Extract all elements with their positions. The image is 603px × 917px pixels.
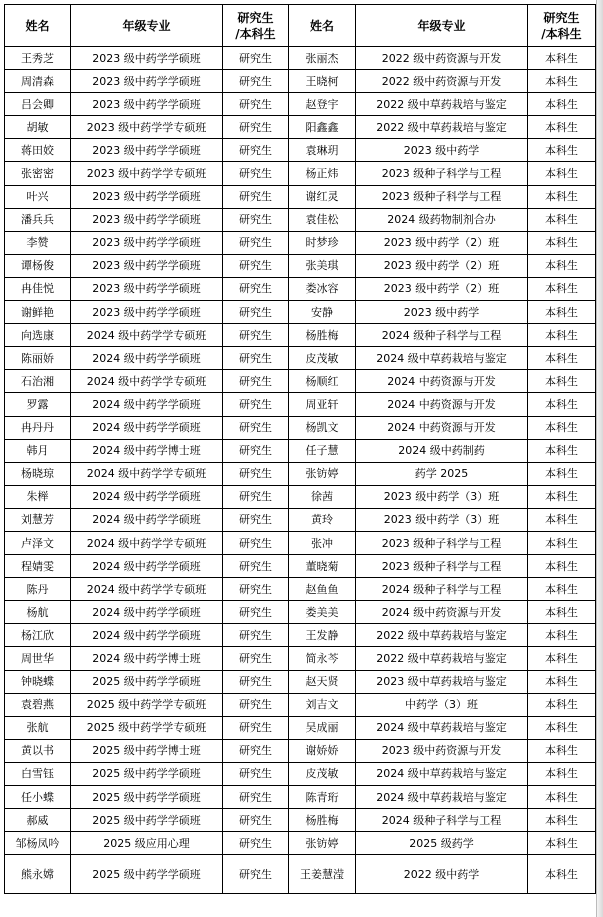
cell-major-2: 中药学（3）班: [356, 693, 528, 716]
cell-name: 卢泽文: [5, 531, 71, 554]
cell-major: 2024 级中药学学专硕班: [71, 370, 223, 393]
table-row: [5, 370, 596, 393]
cell-level-2: 本科生: [528, 301, 596, 324]
cell-level-2: 本科生: [528, 578, 596, 601]
cell-name-2: 安静: [289, 301, 356, 324]
cell-major-2: 2025 级药学: [356, 832, 528, 855]
cell-name-2: 赵天贤: [289, 670, 356, 693]
cell-name: 袁碧燕: [5, 693, 71, 716]
cell-name: 程婧雯: [5, 555, 71, 578]
cell-major-2: 2024 中药资源与开发: [356, 370, 528, 393]
cell-major: 2025 级应用心理: [71, 832, 223, 855]
cell-major: 2025 级中药学学硕班: [71, 762, 223, 785]
cell-major: 2023 级中药学学硕班: [71, 47, 223, 70]
table-row: [5, 231, 596, 254]
cell-major: 2024 级中药学博士班: [71, 647, 223, 670]
cell-level: 研究生: [223, 578, 289, 601]
cell-major-2: 2022 级中草药栽培与鉴定: [356, 116, 528, 139]
header-major: 年级专业: [71, 5, 223, 47]
cell-level: 研究生: [223, 162, 289, 185]
cell-name-2: 时梦珍: [289, 231, 356, 254]
cell-level-2: 本科生: [528, 601, 596, 624]
header-row: [5, 5, 596, 47]
cell-level: 研究生: [223, 809, 289, 832]
cell-level-2: 本科生: [528, 693, 596, 716]
cell-name-2: 王晓柯: [289, 70, 356, 93]
cell-name-2: 杨正炜: [289, 162, 356, 185]
cell-major-2: 2023 级中药学（3）班: [356, 508, 528, 531]
cell-level-2: 本科生: [528, 832, 596, 855]
cell-name: 石治湘: [5, 370, 71, 393]
cell-name: 熊永嫦: [5, 855, 71, 894]
cell-major: 2023 级中药学学专硕班: [71, 116, 223, 139]
cell-major-2: 2024 中药资源与开发: [356, 393, 528, 416]
cell-level-2: 本科生: [528, 485, 596, 508]
cell-level-2: 本科生: [528, 47, 596, 70]
cell-major: 2024 级中药学学专硕班: [71, 531, 223, 554]
cell-major-2: 2022 级中草药栽培与鉴定: [356, 624, 528, 647]
cell-level: 研究生: [223, 393, 289, 416]
cell-major-2: 2024 级中草药栽培与鉴定: [356, 786, 528, 809]
cell-name: 郝威: [5, 809, 71, 832]
cell-major: 2025 级中药学学硕班: [71, 786, 223, 809]
cell-name: 周清森: [5, 70, 71, 93]
cell-name: 邹杨凤吟: [5, 832, 71, 855]
cell-major: 2025 级中药学博士班: [71, 739, 223, 762]
cell-level-2: 本科生: [528, 670, 596, 693]
table-row: [5, 716, 596, 739]
cell-level: 研究生: [223, 185, 289, 208]
table-row: [5, 485, 596, 508]
cell-level: 研究生: [223, 208, 289, 231]
cell-level: 研究生: [223, 347, 289, 370]
cell-level-2: 本科生: [528, 762, 596, 785]
cell-name-2: 陈青珩: [289, 786, 356, 809]
cell-level: 研究生: [223, 416, 289, 439]
cell-name: 冉佳悦: [5, 277, 71, 300]
cell-major-2: 2022 级中草药栽培与鉴定: [356, 93, 528, 116]
cell-level-2: 本科生: [528, 624, 596, 647]
cell-name-2: 张冲: [289, 531, 356, 554]
table-row: [5, 462, 596, 485]
cell-name: 钟晓蝶: [5, 670, 71, 693]
cell-major: 2025 级中药学学硕班: [71, 855, 223, 894]
cell-level-2: 本科生: [528, 647, 596, 670]
cell-name-2: 徐茜: [289, 485, 356, 508]
cell-name-2: 皮茂敏: [289, 347, 356, 370]
table-row: [5, 601, 596, 624]
cell-name: 张密密: [5, 162, 71, 185]
table-row: [5, 277, 596, 300]
cell-major: 2023 级中药学学硕班: [71, 93, 223, 116]
cell-level-2: 本科生: [528, 185, 596, 208]
cell-name: 周世华: [5, 647, 71, 670]
table-row: [5, 508, 596, 531]
cell-major: 2025 级中药学学硕班: [71, 670, 223, 693]
cell-name: 李赞: [5, 231, 71, 254]
table-row: [5, 185, 596, 208]
table-row: [5, 693, 596, 716]
cell-name-2: 赵鱼鱼: [289, 578, 356, 601]
cell-major-2: 2023 级中药学（2）班: [356, 277, 528, 300]
cell-name-2: 杨胜梅: [289, 324, 356, 347]
cell-name-2: 董晓菊: [289, 555, 356, 578]
cell-name: 冉丹丹: [5, 416, 71, 439]
cell-major-2: 2023 级中药资源与开发: [356, 739, 528, 762]
cell-major: 2023 级中药学学硕班: [71, 301, 223, 324]
cell-major: 2025 级中药学学专硕班: [71, 716, 223, 739]
cell-level-2: 本科生: [528, 277, 596, 300]
table-row: [5, 832, 596, 855]
cell-name-2: 张钫婷: [289, 832, 356, 855]
cell-level-2: 本科生: [528, 508, 596, 531]
cell-name: 陈丽娇: [5, 347, 71, 370]
header-major-2: 年级专业: [356, 5, 528, 47]
cell-major-2: 2023 级种子科学与工程: [356, 162, 528, 185]
cell-name: 韩月: [5, 439, 71, 462]
table-row: [5, 670, 596, 693]
cell-major: 2023 级中药学学硕班: [71, 231, 223, 254]
cell-major-2: 2022 级中草药栽培与鉴定: [356, 647, 528, 670]
cell-name-2: 阳鑫鑫: [289, 116, 356, 139]
cell-level-2: 本科生: [528, 739, 596, 762]
header-level: 研究生 /本科生: [223, 5, 289, 47]
cell-level: 研究生: [223, 116, 289, 139]
table-row: [5, 301, 596, 324]
cell-level: 研究生: [223, 93, 289, 116]
cell-name-2: 黄玲: [289, 508, 356, 531]
cell-level: 研究生: [223, 301, 289, 324]
cell-major: 2024 级中药学学硕班: [71, 347, 223, 370]
cell-level: 研究生: [223, 231, 289, 254]
cell-name: 杨航: [5, 601, 71, 624]
cell-name-2: 袁佳松: [289, 208, 356, 231]
cell-major: 2024 级中药学学专硕班: [71, 578, 223, 601]
cell-major-2: 2024 级种子科学与工程: [356, 809, 528, 832]
cell-major-2: 2024 级中药资源与开发: [356, 601, 528, 624]
cell-name-2: 娄美美: [289, 601, 356, 624]
cell-major: 2024 级中药学学专硕班: [71, 462, 223, 485]
cell-level: 研究生: [223, 716, 289, 739]
cell-level-2: 本科生: [528, 231, 596, 254]
cell-level-2: 本科生: [528, 416, 596, 439]
cell-major-2: 2022 级中药资源与开发: [356, 70, 528, 93]
cell-major-2: 2023 级中药学: [356, 139, 528, 162]
cell-level-2: 本科生: [528, 809, 596, 832]
cell-name: 白雪钰: [5, 762, 71, 785]
table-row: [5, 624, 596, 647]
cell-level: 研究生: [223, 601, 289, 624]
cell-major: 2024 级中药学学硕班: [71, 485, 223, 508]
cell-name: 陈丹: [5, 578, 71, 601]
cell-major-2: 2022 级中药学: [356, 855, 528, 894]
cell-level: 研究生: [223, 324, 289, 347]
cell-level-2: 本科生: [528, 716, 596, 739]
cell-major: 2023 级中药学学硕班: [71, 277, 223, 300]
cell-major-2: 药学 2025: [356, 462, 528, 485]
cell-level-2: 本科生: [528, 393, 596, 416]
cell-name-2: 吴成丽: [289, 716, 356, 739]
cell-name: 向选康: [5, 324, 71, 347]
cell-name-2: 张美琪: [289, 254, 356, 277]
table-row: [5, 162, 596, 185]
cell-name-2: 皮茂敏: [289, 762, 356, 785]
cell-level-2: 本科生: [528, 324, 596, 347]
cell-major-2: 2023 级中药学: [356, 301, 528, 324]
header-name-2: 姓名: [289, 5, 356, 47]
cell-name: 杨江欣: [5, 624, 71, 647]
cell-major-2: 2023 级种子科学与工程: [356, 555, 528, 578]
cell-name-2: 袁琳玥: [289, 139, 356, 162]
cell-level: 研究生: [223, 832, 289, 855]
cell-level: 研究生: [223, 624, 289, 647]
table-row: [5, 762, 596, 785]
cell-major-2: 2023 级中药学（3）班: [356, 485, 528, 508]
cell-name: 张航: [5, 716, 71, 739]
cell-level: 研究生: [223, 555, 289, 578]
cell-name-2: 王姜慧滢: [289, 855, 356, 894]
cell-level: 研究生: [223, 254, 289, 277]
cell-name-2: 谢红灵: [289, 185, 356, 208]
cell-major-2: 2024 级中草药栽培与鉴定: [356, 716, 528, 739]
cell-name: 王秀芝: [5, 47, 71, 70]
cell-major: 2024 级中药学学硕班: [71, 416, 223, 439]
cell-level-2: 本科生: [528, 462, 596, 485]
cell-major-2: 2022 级中药资源与开发: [356, 47, 528, 70]
cell-level: 研究生: [223, 462, 289, 485]
cell-name: 刘慧芳: [5, 508, 71, 531]
cell-level: 研究生: [223, 786, 289, 809]
cell-name-2: 杨胜梅: [289, 809, 356, 832]
cell-level-2: 本科生: [528, 70, 596, 93]
cell-level: 研究生: [223, 439, 289, 462]
cell-name: 黄以书: [5, 739, 71, 762]
table-row: [5, 786, 596, 809]
cell-major-2: 2024 级中草药栽培与鉴定: [356, 762, 528, 785]
cell-name-2: 任子慧: [289, 439, 356, 462]
table-row: [5, 416, 596, 439]
cell-level: 研究生: [223, 670, 289, 693]
cell-level-2: 本科生: [528, 786, 596, 809]
cell-name-2: 杨凯文: [289, 416, 356, 439]
table-row: [5, 555, 596, 578]
cell-level: 研究生: [223, 485, 289, 508]
cell-level-2: 本科生: [528, 855, 596, 894]
cell-major: 2023 级中药学学硕班: [71, 208, 223, 231]
roster-table: [4, 4, 596, 894]
cell-major-2: 2023 级中草药栽培与鉴定: [356, 670, 528, 693]
cell-level-2: 本科生: [528, 116, 596, 139]
cell-level-2: 本科生: [528, 139, 596, 162]
header-level-2: 研究生 /本科生: [528, 5, 596, 47]
table-row: [5, 531, 596, 554]
table-row: [5, 93, 596, 116]
window-right-border: [596, 0, 603, 917]
cell-level: 研究生: [223, 277, 289, 300]
cell-level-2: 本科生: [528, 254, 596, 277]
cell-major: 2024 级中药学学硕班: [71, 624, 223, 647]
cell-major-2: 2024 级药物制剂合办: [356, 208, 528, 231]
table-row: [5, 439, 596, 462]
table-row: [5, 393, 596, 416]
table-row: [5, 855, 596, 894]
cell-level: 研究生: [223, 70, 289, 93]
cell-major: 2025 级中药学学硕班: [71, 809, 223, 832]
cell-name-2: 简永芩: [289, 647, 356, 670]
cell-level: 研究生: [223, 855, 289, 894]
table-row: [5, 324, 596, 347]
cell-major-2: 2023 级中药学（2）班: [356, 254, 528, 277]
cell-level-2: 本科生: [528, 347, 596, 370]
cell-name: 杨晓琼: [5, 462, 71, 485]
cell-major: 2024 级中药学学硕班: [71, 555, 223, 578]
cell-major: 2023 级中药学学硕班: [71, 139, 223, 162]
table-row: [5, 739, 596, 762]
cell-major: 2024 级中药学博士班: [71, 439, 223, 462]
cell-major-2: 2024 级种子科学与工程: [356, 324, 528, 347]
cell-name: 蒋田姣: [5, 139, 71, 162]
cell-major: 2023 级中药学学硕班: [71, 70, 223, 93]
cell-level-2: 本科生: [528, 370, 596, 393]
cell-major-2: 2024 中药资源与开发: [356, 416, 528, 439]
cell-level: 研究生: [223, 762, 289, 785]
cell-major: 2024 级中药学学硕班: [71, 508, 223, 531]
cell-major: 2023 级中药学学硕班: [71, 254, 223, 277]
cell-name: 叶兴: [5, 185, 71, 208]
cell-major: 2024 级中药学学硕班: [71, 393, 223, 416]
cell-major: 2023 级中药学学硕班: [71, 185, 223, 208]
cell-level-2: 本科生: [528, 208, 596, 231]
table-row: [5, 208, 596, 231]
table-row: [5, 347, 596, 370]
table-row: [5, 47, 596, 70]
cell-level: 研究生: [223, 693, 289, 716]
cell-name-2: 张钫婷: [289, 462, 356, 485]
cell-level-2: 本科生: [528, 439, 596, 462]
cell-name: 任小蝶: [5, 786, 71, 809]
cell-level-2: 本科生: [528, 555, 596, 578]
cell-name: 罗露: [5, 393, 71, 416]
cell-name: 谢鲜艳: [5, 301, 71, 324]
cell-name: 朱榉: [5, 485, 71, 508]
table-row: [5, 254, 596, 277]
cell-level: 研究生: [223, 647, 289, 670]
cell-name-2: 周亚轩: [289, 393, 356, 416]
cell-name: 胡敏: [5, 116, 71, 139]
cell-name: 谭杨俊: [5, 254, 71, 277]
table-row: [5, 578, 596, 601]
cell-level: 研究生: [223, 139, 289, 162]
cell-level-2: 本科生: [528, 162, 596, 185]
cell-name-2: 杨顺红: [289, 370, 356, 393]
cell-major-2: 2023 级中药学（2）班: [356, 231, 528, 254]
cell-major-2: 2024 级种子科学与工程: [356, 578, 528, 601]
cell-major-2: 2023 级种子科学与工程: [356, 185, 528, 208]
cell-level: 研究生: [223, 531, 289, 554]
cell-major: 2025 级中药学学专硕班: [71, 693, 223, 716]
cell-major-2: 2024 级中药制药: [356, 439, 528, 462]
cell-name-2: 张丽杰: [289, 47, 356, 70]
header-name: 姓名: [5, 5, 71, 47]
table-row: [5, 139, 596, 162]
cell-level: 研究生: [223, 370, 289, 393]
cell-name: 吕会卿: [5, 93, 71, 116]
cell-major: 2023 级中药学学专硕班: [71, 162, 223, 185]
cell-level: 研究生: [223, 508, 289, 531]
cell-major: 2024 级中药学学专硕班: [71, 324, 223, 347]
table-row: [5, 809, 596, 832]
cell-level: 研究生: [223, 47, 289, 70]
cell-major-2: 2023 级种子科学与工程: [356, 531, 528, 554]
cell-name-2: 娄冰容: [289, 277, 356, 300]
table-row: [5, 70, 596, 93]
cell-name-2: 王发静: [289, 624, 356, 647]
table-row: [5, 116, 596, 139]
cell-major-2: 2024 级中草药栽培与鉴定: [356, 347, 528, 370]
table-row: [5, 647, 596, 670]
cell-name-2: 刘吉文: [289, 693, 356, 716]
cell-name-2: 赵登宇: [289, 93, 356, 116]
cell-name: 潘兵兵: [5, 208, 71, 231]
cell-level-2: 本科生: [528, 531, 596, 554]
cell-name-2: 谢娇娇: [289, 739, 356, 762]
cell-major: 2024 级中药学学硕班: [71, 601, 223, 624]
cell-level-2: 本科生: [528, 93, 596, 116]
cell-level: 研究生: [223, 739, 289, 762]
